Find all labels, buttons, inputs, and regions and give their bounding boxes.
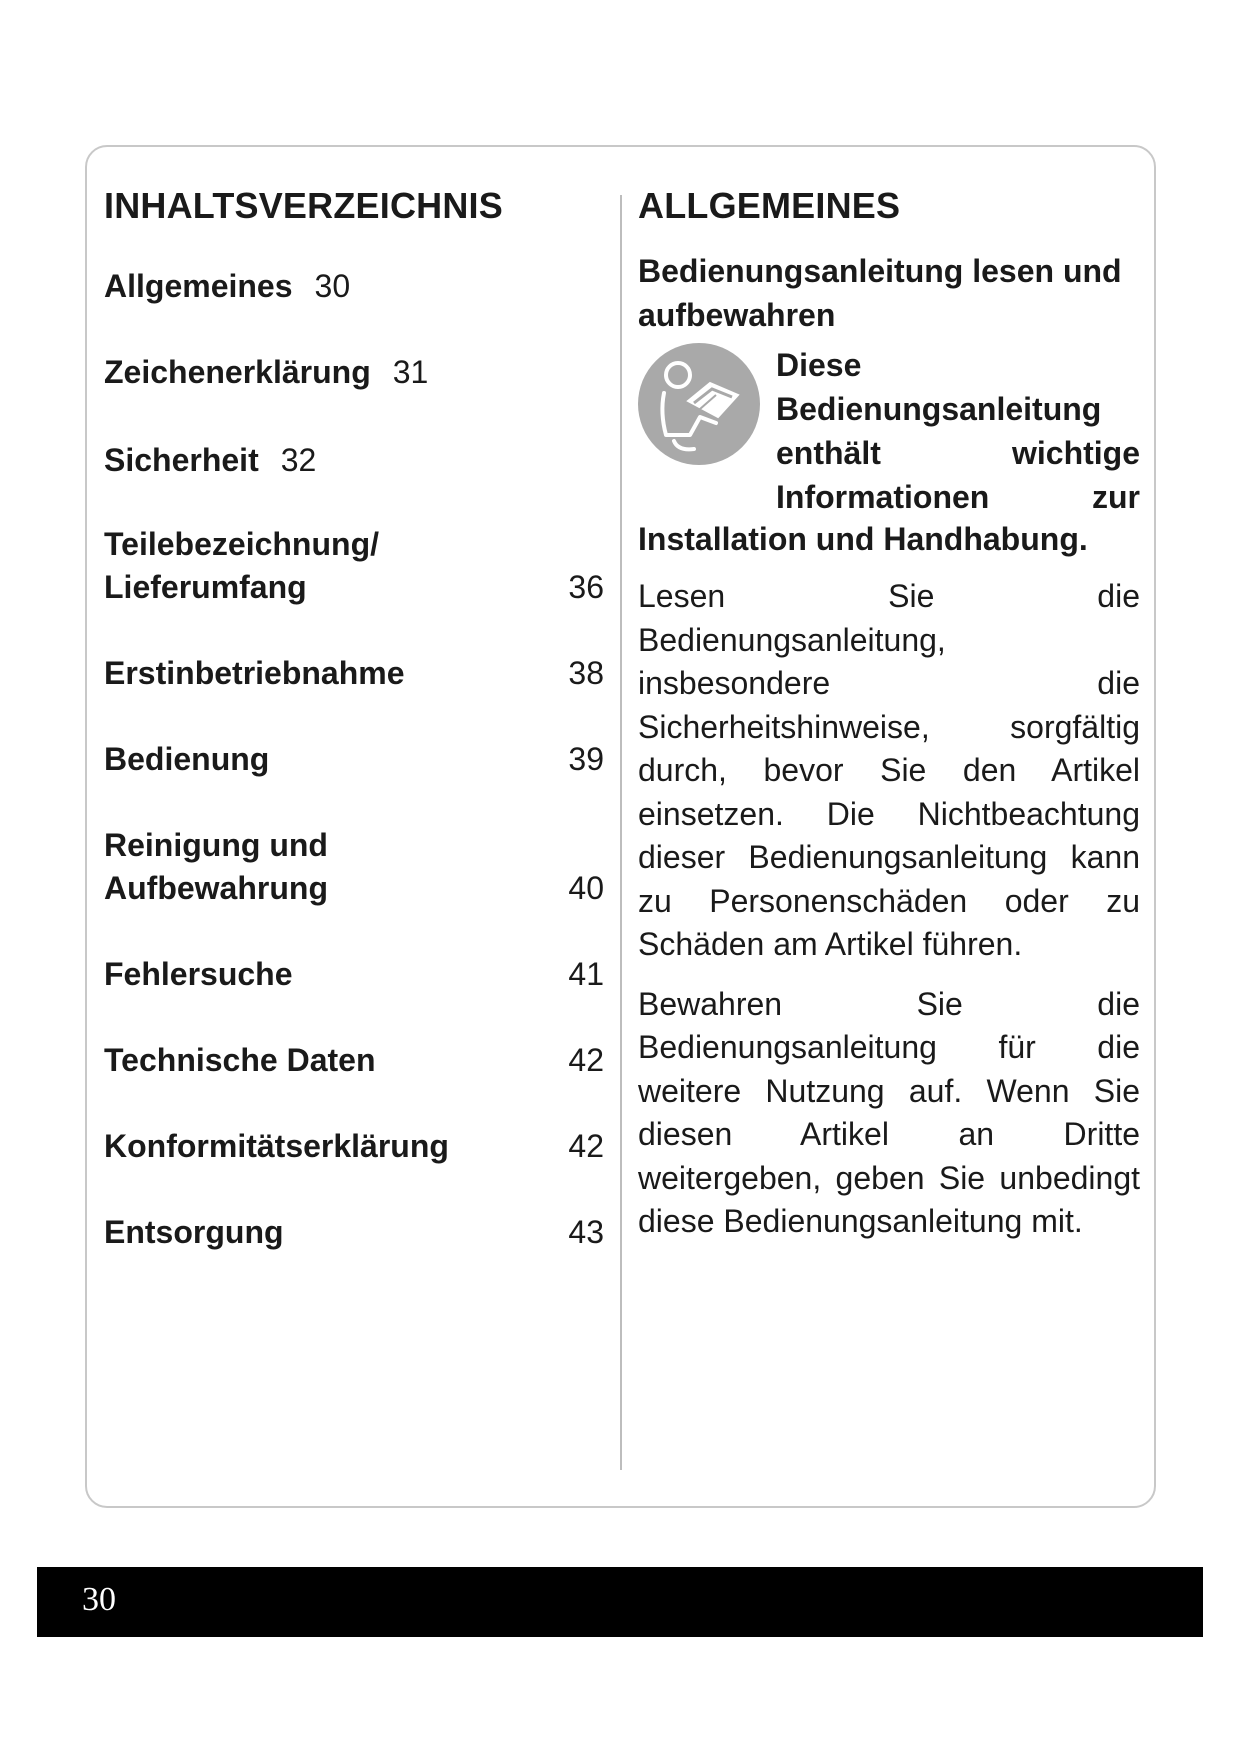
toc-entry-page: 40 [568,870,604,906]
intro-block [638,343,1140,559]
toc-entry-title: Erstinbetriebnahme [104,655,405,691]
toc-entry[interactable] [104,1039,604,1082]
toc-entry-title: Fehlersuche [104,956,293,992]
toc-entry-page: 42 [568,1042,604,1078]
toc-entry-title: Bedienung [104,741,270,777]
toc-entry-page: 39 [568,741,604,777]
read-manual-icon [638,343,760,465]
toc-entry-title: Zeichenerklärung [104,354,371,390]
toc-entry[interactable] [104,523,604,609]
toc-entry-title: Sicherheit [104,442,259,478]
toc-entry[interactable] [104,738,604,781]
general-subheading: Bedienungsanleitung lesen und aufbewahren [638,253,1122,333]
footer-bar [37,1567,1203,1637]
toc-entry-title: Konformitätserklärung [104,1128,449,1164]
toc-entry-page: 31 [392,354,429,390]
read-manual-icon-graphic [638,343,760,465]
toc-entry[interactable] [104,953,604,996]
toc-entry-page: 43 [568,1214,604,1250]
table-of-contents [104,185,604,1250]
toc-entry[interactable] [104,265,604,308]
toc-entry[interactable] [104,1211,604,1254]
toc-entry-page: 36 [568,569,604,605]
toc-entry[interactable] [104,652,604,695]
toc-entry-title: Entsorgung [104,1214,284,1250]
toc-entry-page: 42 [568,1128,604,1164]
intro-text: Diese Bedienungsanleitung enthält wichtige Informationen zur [776,347,1140,515]
column-divider [620,195,622,1470]
toc-entry-title: Reinigung und Aufbewahrung [104,827,328,906]
paragraph-keep: Bewahren Sie die Bedienungsanleitung für die weitere Nutzung auf. Wenn Sie diesen Artikel an Dritte weitergeben, geben Sie unbedingt diese Bedienungsanleitung mit. [638,985,1140,1239]
toc-entry[interactable] [104,439,604,482]
toc-heading: INHALTSVERZEICHNIS [104,185,503,226]
general-section [638,185,1140,1244]
page-number: 30 [82,1581,116,1618]
toc-entry-page: 38 [568,655,604,691]
toc-entry[interactable] [104,824,604,910]
toc-entry-title: Technische Daten [104,1042,376,1078]
general-heading: ALLGEMEINES [638,185,901,226]
toc-entry-title: Teilebezeichnung/ Lieferumfang [104,526,379,605]
toc-entry-page: 32 [280,442,317,478]
paragraph-read: Lesen Sie die Bedienungsanleitung, insbesondere die Sicherheitshinweise, sorgfältig durch, bevor Sie den Artikel einsetzen. Die Nichtbeachtung dieser Bedienungsanleitung kann zu Personenschäden oder zu Schäden am Artikel führen. [638,578,1140,962]
toc-entry[interactable] [104,351,604,394]
toc-entry-page: 41 [568,956,604,992]
intro-text-end: Installation und Handhabung. [638,521,1088,557]
toc-entry[interactable] [104,1125,604,1168]
toc-entry-page: 30 [314,268,351,304]
toc-entry-title: Allgemeines [104,268,293,304]
